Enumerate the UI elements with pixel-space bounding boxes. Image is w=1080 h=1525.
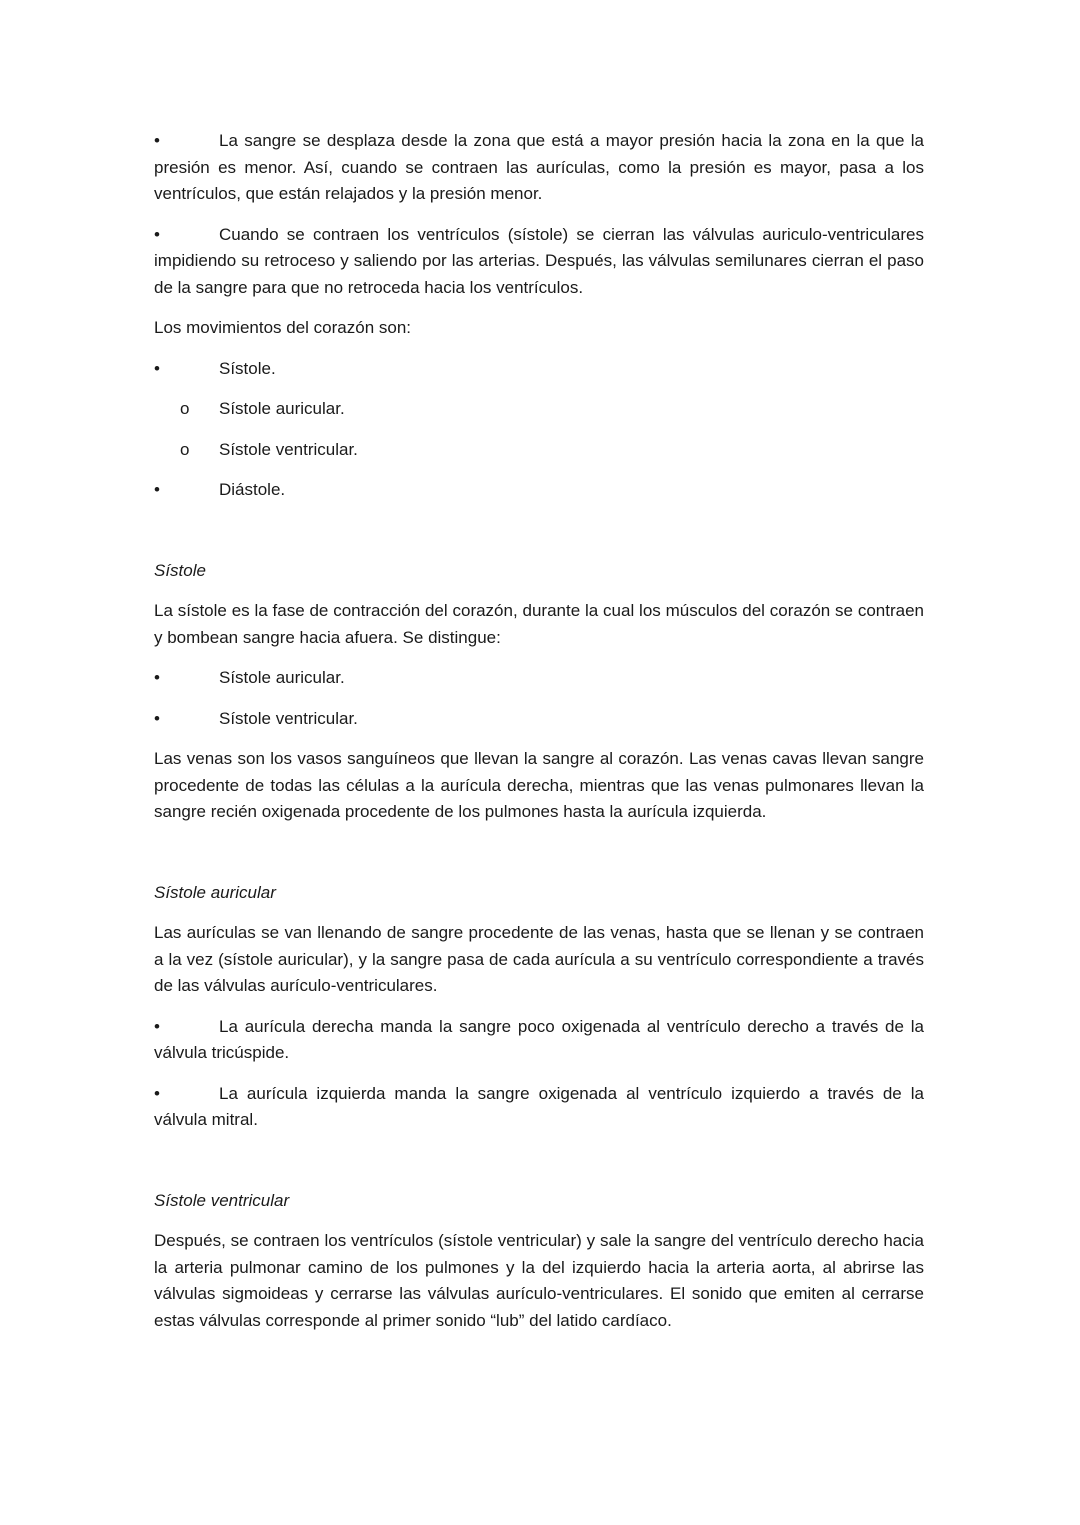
sub-bullet-mark: o bbox=[180, 439, 190, 459]
sistole-ventricular-paragraph: Después, se contraen los ventrículos (sístole ventricular) y sale la sangre del ventrículo derecho hacia la arteria pulmonar camino de los pulmones y la del izquierdo hacia la arteria aorta, al abrirse las válvulas sigmoideas y cerrarse las válvulas aurículo-ventriculares. El sonido que emiten al cerrarse estas válvulas corresponde al primer sonido “lub” del latido cardíaco. bbox=[154, 1231, 924, 1330]
movements-item-label: Sístole. bbox=[219, 358, 276, 378]
movements-item-label: Diástole. bbox=[219, 480, 286, 499]
intro-bullet-text-2: Cuando se contraen los ventrículos (sístole) se cierran las válvulas auriculo-ventriculares impidiendo su retroceso y saliendo por las arterias. Después, las válvulas semilunares cierran el paso de la sangre para que no retroceda hacia los ventrículos. bbox=[154, 224, 924, 297]
section-spacer bbox=[154, 518, 924, 558]
intro-bullet-paragraph-2 bbox=[154, 222, 924, 302]
movements-list-item bbox=[154, 356, 924, 383]
movements-intro: Los movimientos del corazón son: bbox=[154, 318, 412, 337]
bullet-mark: • bbox=[154, 1016, 160, 1036]
document-page bbox=[154, 128, 924, 1348]
sistole-list-item bbox=[154, 706, 924, 733]
section-heading-sistole-auricular: Sístole auricular bbox=[154, 882, 276, 902]
sistole-auricular-paragraph: Las aurículas se van llenando de sangre procedente de las venas, hasta que se llenan y se contraen a la vez (sístole auricular), y la sangre pasa de cada aurícula a su ventrículo correspondiente a través de las válvulas aurículo-ventriculares. bbox=[154, 923, 924, 995]
section-heading-sistole-ventricular: Sístole ventricular bbox=[154, 1190, 290, 1210]
sistole-item-label: Sístole ventricular. bbox=[219, 708, 358, 728]
bullet-mark: • bbox=[154, 480, 160, 499]
movements-sublist-item bbox=[154, 396, 924, 423]
sistole-list-item bbox=[154, 665, 924, 692]
section-spacer bbox=[154, 1148, 924, 1188]
movements-item-label: Sístole ventricular. bbox=[219, 439, 358, 459]
movements-list-item bbox=[154, 477, 924, 504]
movements-item-label: Sístole auricular. bbox=[219, 399, 345, 418]
intro-bullet-text-1: La sangre se desplaza desde la zona que está a mayor presión hacia la zona en la que la presión es menor. Así, cuando se contraen las aurículas, como la presión es mayor, pasa a los ventrículos, que están relajados y la presión menor. bbox=[154, 131, 924, 203]
bullet-mark: • bbox=[154, 131, 160, 150]
bullet-mark: • bbox=[154, 358, 160, 378]
bullet-mark: • bbox=[154, 1083, 160, 1103]
auricular-bullet-paragraph-1 bbox=[154, 1014, 924, 1067]
sistole-paragraph: La sístole es la fase de contracción del corazón, durante la cual los músculos del corazón se contraen y bombean sangre hacia afuera. Se distingue: bbox=[154, 601, 924, 647]
intro-bullet-paragraph-1 bbox=[154, 128, 924, 208]
auricular-bullet-text-1: La aurícula derecha manda la sangre poco oxigenada al ventrículo derecho a través de la válvula tricúspide. bbox=[154, 1016, 924, 1062]
movements-sublist-item bbox=[154, 437, 924, 464]
bullet-mark: • bbox=[154, 224, 160, 244]
auricular-bullet-text-2: La aurícula izquierda manda la sangre oxigenada al ventrículo izquierdo a través de la válvula mitral. bbox=[154, 1083, 924, 1129]
bullet-mark: • bbox=[154, 668, 160, 687]
section-heading-sistole: Sístole bbox=[154, 560, 206, 580]
section-spacer bbox=[154, 840, 924, 880]
venas-paragraph: Las venas son los vasos sanguíneos que llevan la sangre al corazón. Las venas cavas llevan sangre procedente de todas las células a la aurícula derecha, mientras que las venas pulmonares llevan la sangre recién oxigenada procedente de los pulmones hasta la aurícula izquierda. bbox=[154, 749, 924, 821]
sub-bullet-mark: o bbox=[180, 399, 190, 418]
sistole-item-label: Sístole auricular. bbox=[219, 668, 345, 687]
auricular-bullet-paragraph-2 bbox=[154, 1081, 924, 1134]
bullet-mark: • bbox=[154, 708, 160, 728]
